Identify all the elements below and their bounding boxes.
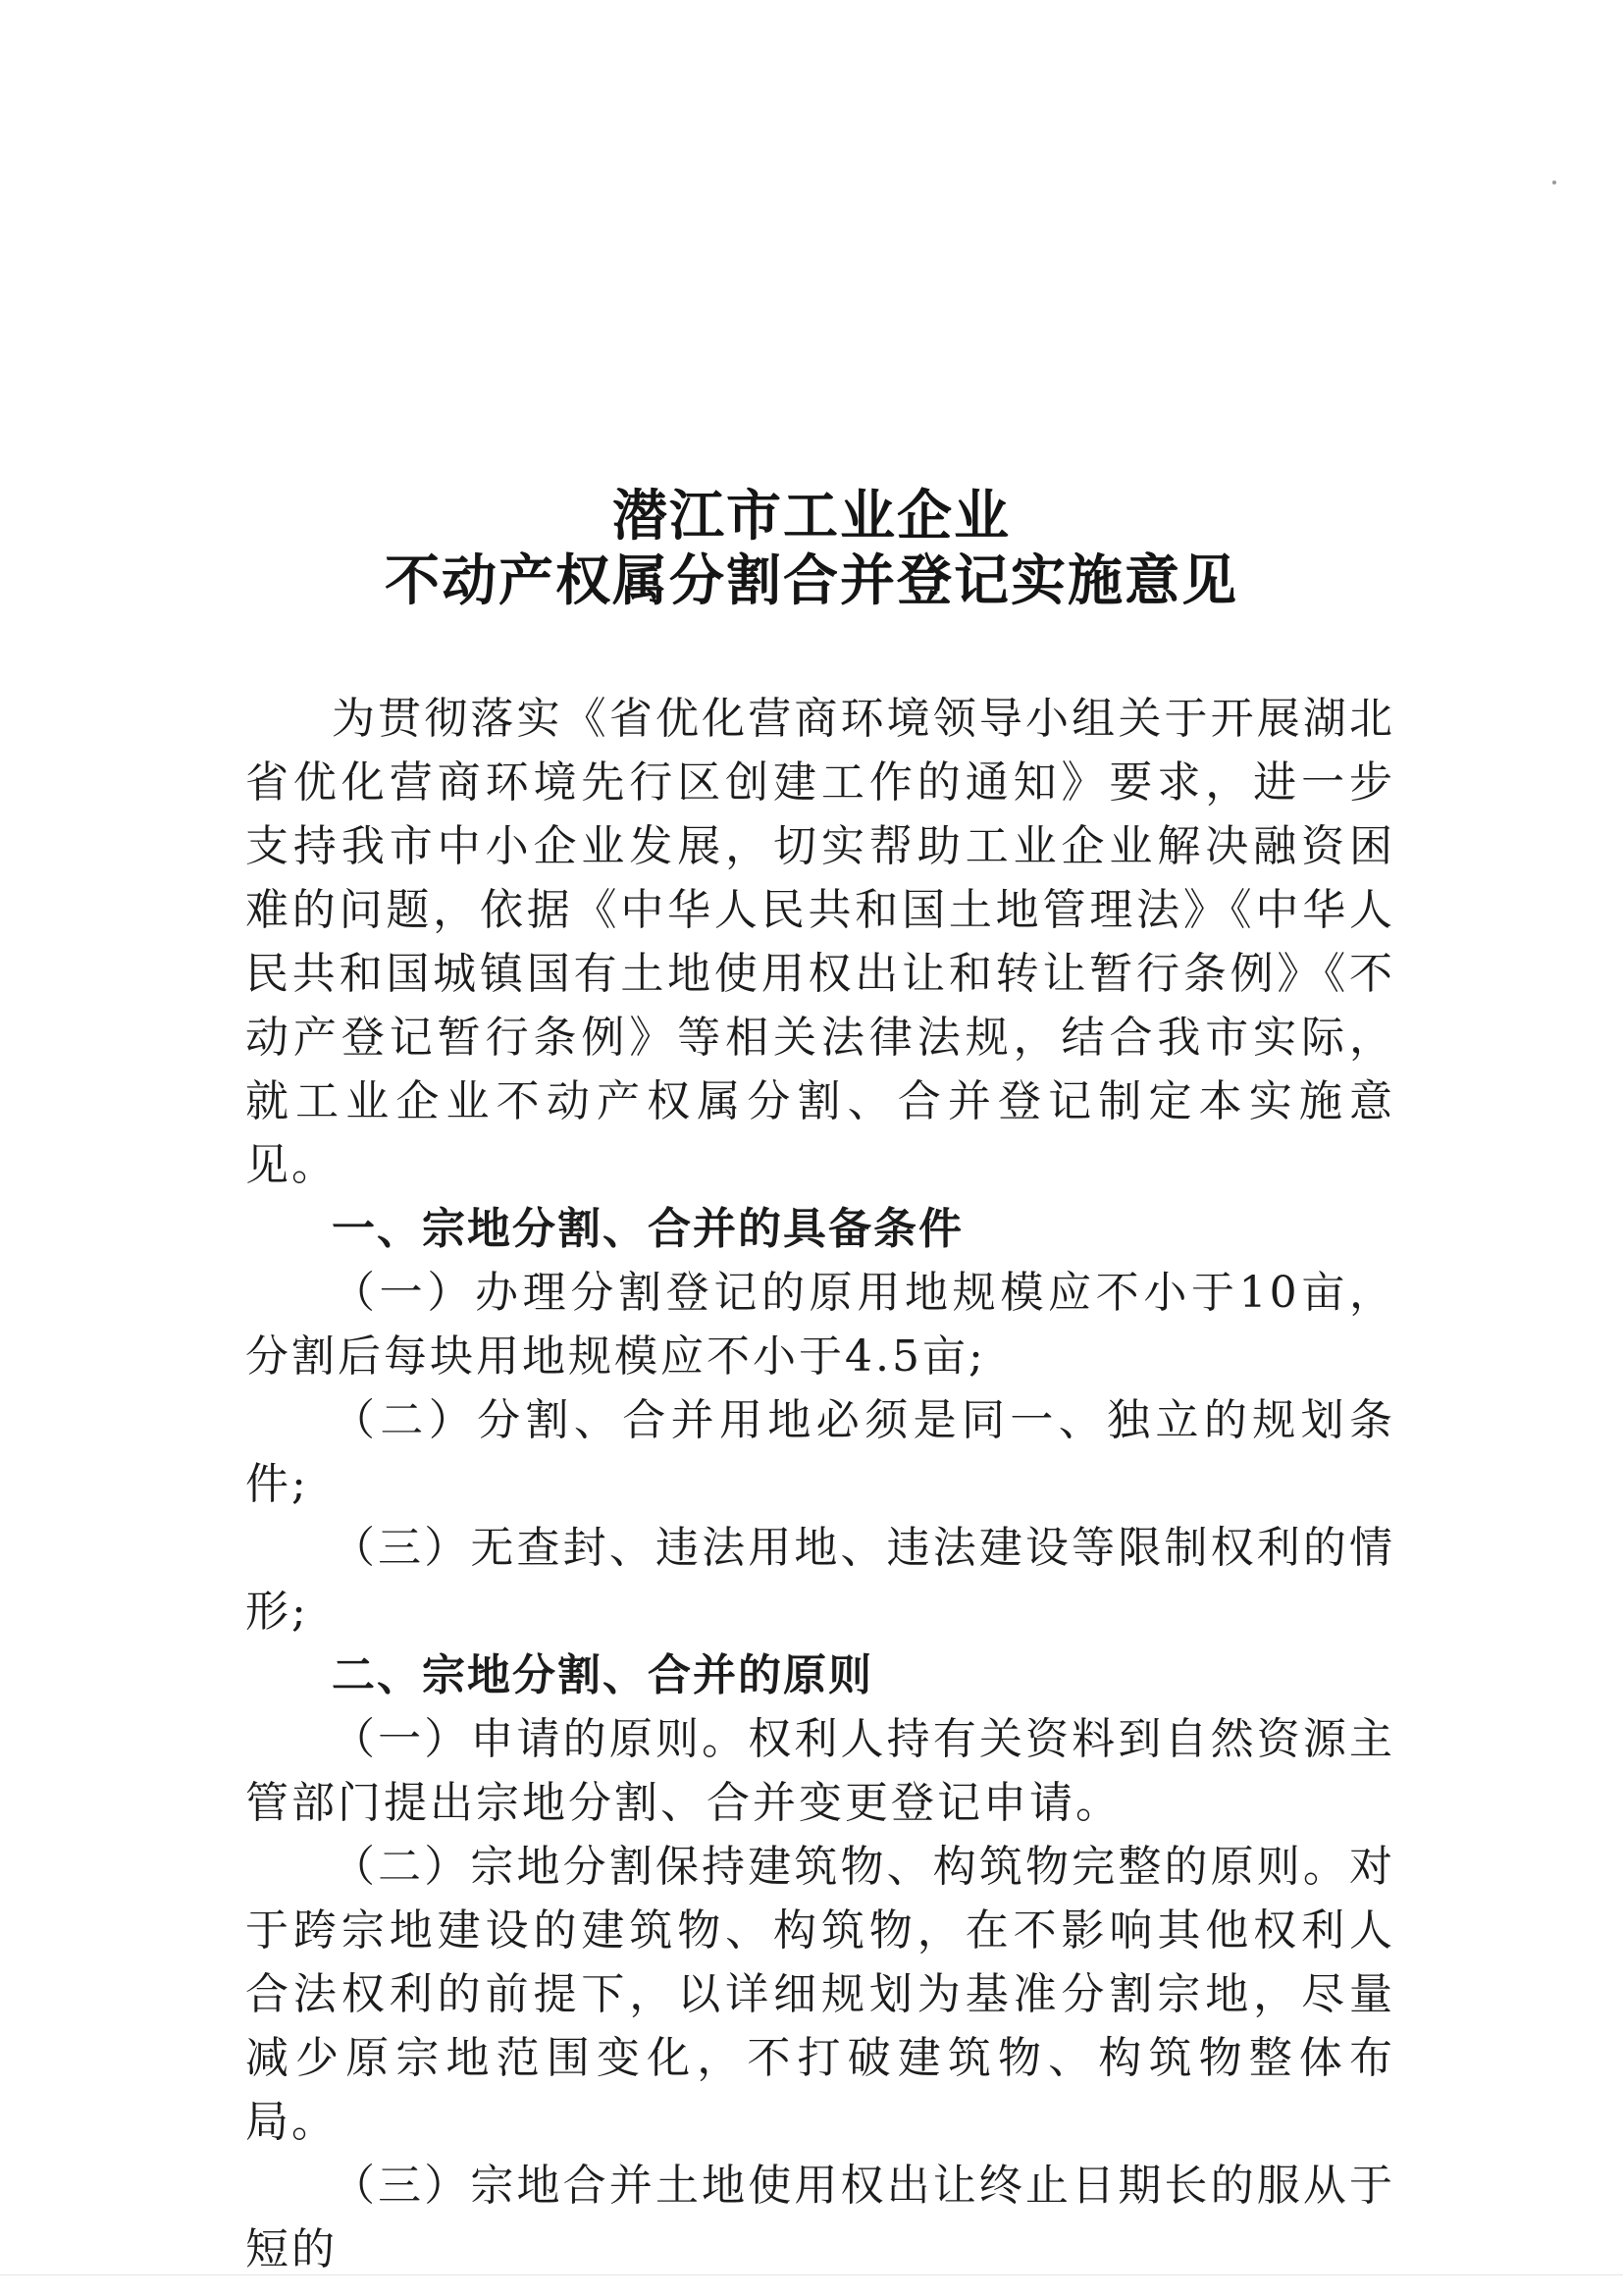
document-title-line2: 不动产权属分割合并登记实施意见 <box>385 548 1238 613</box>
body-paragraph: （三）宗地合并土地使用权出让终止日期长的服从于短的 <box>245 2161 1395 2274</box>
body-paragraph: （一）办理分割登记的原用地规模应不小于10亩，分割后每块用地规模应不小于4.5亩; <box>245 1268 1395 1382</box>
section-heading: 二、宗地分割、合并的原则 <box>332 1650 873 1700</box>
scan-edge <box>0 2274 1623 2275</box>
section-heading: 一、宗地分割、合并的具备条件 <box>332 1204 964 1254</box>
document-body <box>245 687 1395 2281</box>
document-title-line1: 潜江市工业企业 <box>612 484 1011 548</box>
scan-speck <box>1552 181 1556 184</box>
body-paragraph: （三）无查封、违法用地、违法建设等限制权利的情形; <box>245 1523 1395 1637</box>
body-paragraph: （一）申请的原则。权利人持有关资料到自然资源主管部门提出宗地分割、合并变更登记申请。 <box>245 1714 1395 1828</box>
body-paragraph: （二）宗地分割保持建筑物、构筑物完整的原则。对于跨宗地建设的建筑物、构筑物，在不影响其他权利人合法权利的前提下，以详细规划为基准分割宗地，尽量减少原宗地范围变化，不打破建筑物、构筑物整体布局。 <box>245 1842 1395 2147</box>
body-paragraph: 为贯彻落实《省优化营商环境领导小组关于开展湖北省优化营商环境先行区创建工作的通知》要求，进一步支持我市中小企业发展，切实帮助工业企业解决融资困难的问题，依据《中华人民共和国土地管理法》《中华人民共和国城镇国有土地使用权出让和转让暂行条例》《不动产登记暂行条例》等相关法律法规，结合我市实际，就工业企业不动产权属分割、合并登记制定本实施意见。 <box>245 694 1395 1190</box>
body-paragraph: （二）分割、合并用地必须是同一、独立的规划条件; <box>245 1395 1395 1509</box>
